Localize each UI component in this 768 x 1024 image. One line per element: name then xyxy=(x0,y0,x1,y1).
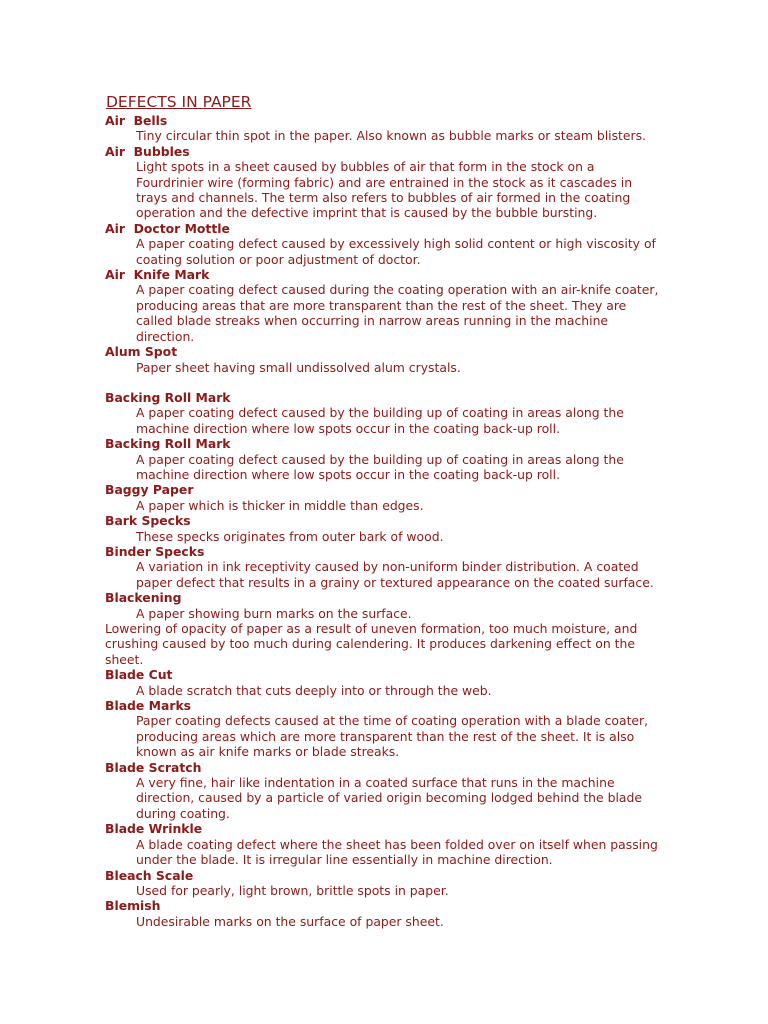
glossary-list xyxy=(105,113,665,929)
entry-definition: A paper coating defect caused by the building up of coating in areas along the machine direction where low spots occur in the coating back-up roll. xyxy=(136,451,624,482)
entry-definition: Used for pearly, light brown, brittle spots in paper. xyxy=(136,882,449,898)
entry-term: Blackening xyxy=(105,590,182,606)
entry-term: Air Doctor Mottle xyxy=(105,220,230,236)
entry-term: Bleach Scale xyxy=(105,867,194,883)
glossary-entry xyxy=(105,868,665,899)
entry-definition: A blade coating defect where the sheet has been folded over on itself when passing under the blade. It is irregular line essentially in machine direction. xyxy=(136,836,658,868)
entry-term: Backing Roll Mark xyxy=(105,389,231,405)
page-title: DEFECTS IN PAPER xyxy=(106,93,252,111)
glossary-entry xyxy=(105,436,665,482)
entry-definition: A blade scratch that cuts deeply into or through the web. xyxy=(136,682,492,698)
entry-term: Air Knife Mark xyxy=(105,267,210,283)
entry-definition: A paper showing burn marks on the surface. xyxy=(136,605,412,621)
entry-definition: A paper coating defect caused by the building up of coating in areas along the machine direction where low spots occur in the coating back-up roll. xyxy=(136,405,624,436)
glossary-entry xyxy=(105,144,665,221)
entry-term: Backing Roll Mark xyxy=(105,436,231,452)
entry-definition: A paper coating defect caused during the coating operation with an air-knife coater, producing areas that are more transparent than the rest of the sheet. They are called blade streaks when occurring in narrow areas running in the machine direction. xyxy=(136,282,659,344)
entry-term: Blemish xyxy=(105,898,161,914)
entry-term: Bark Specks xyxy=(105,513,191,529)
entry-definition: Tiny circular thin spot in the paper. Also known as bubble marks or steam blisters. xyxy=(136,128,647,144)
entry-definition: Light spots in a sheet caused by bubbles of air that form in the stock on a Fourdrinier wire (forming fabric) and are entrained in the stock as it cascades in trays and channels. The term also refers to bubbles of air formed in the coating operation and the defective imprint that is caused by the bubble bursting. xyxy=(136,159,633,221)
entry-definition: A paper coating defect caused by excessively high solid content or high viscosity of coating solution or poor adjustment of doctor. xyxy=(136,236,656,267)
glossary-entry xyxy=(105,344,665,390)
entry-definition: A very fine, hair like indentation in a coated surface that runs in the machine direction, caused by a particle of varied origin becoming lodged behind the blade during coating. xyxy=(136,775,642,821)
glossary-entry xyxy=(105,390,665,436)
entry-term: Blade Scratch xyxy=(105,759,202,775)
entry-definition: A paper which is thicker in middle than edges. xyxy=(136,497,424,513)
glossary-entry xyxy=(105,821,665,867)
glossary-entry xyxy=(105,513,665,544)
entry-term: Binder Specks xyxy=(105,543,205,559)
entry-term: Blade Cut xyxy=(105,667,173,683)
glossary-entry xyxy=(105,760,665,822)
entry-definition: A variation in ink receptivity caused by non-uniform binder distribution. A coated paper defect that results in a grainy or textured appearance on the coated surface. xyxy=(136,559,654,590)
entry-definition: Paper coating defects caused at the time of coating operation with a blade coater, producing areas which are more transparent than the rest of the sheet. It is also known as air knife marks or blade streaks. xyxy=(136,713,649,760)
glossary-entry xyxy=(105,590,665,667)
entry-term: Alum Spot xyxy=(105,344,178,360)
glossary-entry xyxy=(105,267,665,344)
glossary-entry xyxy=(105,898,665,929)
glossary-entry xyxy=(105,544,665,590)
glossary-entry xyxy=(105,667,665,698)
entry-term: Blade Wrinkle xyxy=(105,821,203,837)
entry-definition: Undesirable marks on the surface of paper sheet. xyxy=(136,913,444,929)
entry-term: Air Bells xyxy=(105,113,168,128)
glossary-entry xyxy=(105,482,665,513)
entry-term: Baggy Paper xyxy=(105,482,194,498)
entry-definition: Lowering of opacity of paper as a result of uneven formation, too much moisture, and crushing caused by too much during calendering. It produces darkening effect on the sheet. xyxy=(105,621,638,667)
entry-definition: Paper sheet having small undissolved alum crystals. xyxy=(136,359,461,375)
section-spacer xyxy=(105,375,665,390)
entry-definition: These specks originates from outer bark of wood. xyxy=(136,528,444,544)
entry-term: Blade Marks xyxy=(105,698,192,714)
entry-term: Air Bubbles xyxy=(105,143,190,159)
glossary-entry xyxy=(105,221,665,267)
glossary-entry xyxy=(105,698,665,760)
glossary-entry xyxy=(105,113,665,144)
